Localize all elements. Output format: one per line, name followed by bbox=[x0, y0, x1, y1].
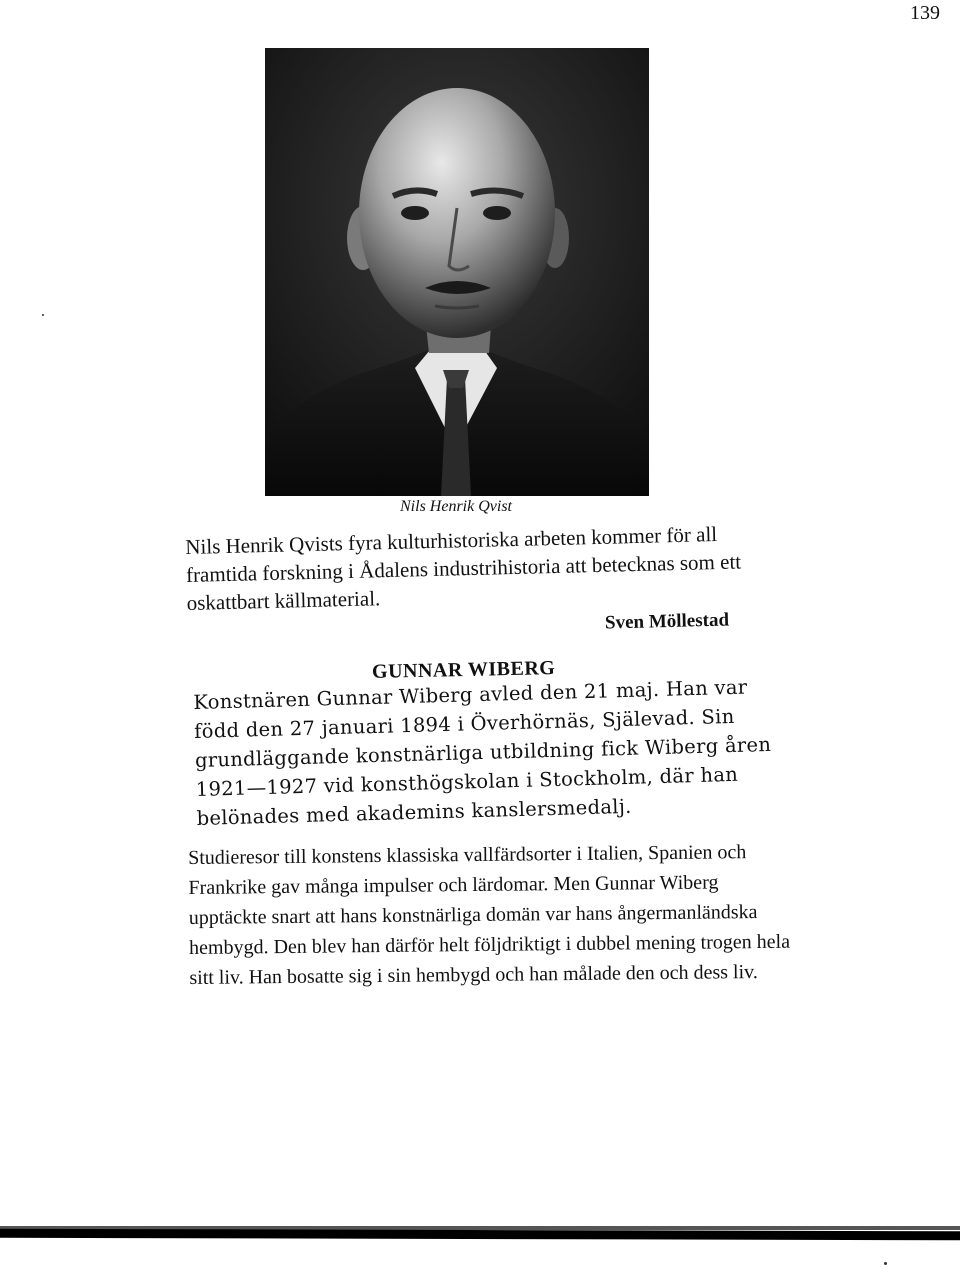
scan-speck bbox=[884, 1262, 887, 1265]
scan-speck bbox=[42, 314, 44, 316]
page-number: 139 bbox=[910, 2, 940, 24]
travel-paragraph: Studieresor till konstens klassiska vallfärdsorter i Italien, Spanien och Frankrike gav många impulser och lärdomar. Men Gunnar Wiberg upptäckte snart att hans konstnärliga domän var hans ångermanländska hembygd. Den blev han därför helt följdriktigt i dubbel mening trogen hela sitt liv. Han bosatte sig i sin hembygd och han målade den och dess liv. bbox=[188, 841, 791, 989]
biography-paragraph: Konstnären Gunnar Wiberg avled den 21 maj. Han var född den 27 januari 1894 i Överhörnäs, Själevad. Sin grundläggande konstnärliga utbildning fick Wiberg åren 1921—1927 vid konsthögskolan i Stockholm, där han belönades med akademins kanslersmedalj. bbox=[193, 675, 772, 830]
section-heading: GUNNAR WIBERG bbox=[371, 657, 556, 683]
photo-caption: Nils Henrik Qvist bbox=[400, 498, 512, 515]
intro-paragraph: Nils Henrik Qvists fyra kulturhistoriska arbeten kommer för all framtida forskning i Ådalens industrihistoria att betecknas som ett oskattbart källmaterial. bbox=[185, 522, 742, 615]
author-signature: Sven Möllestad bbox=[604, 609, 730, 634]
scan-edge-rule bbox=[0, 1229, 960, 1241]
portrait-photo-icon bbox=[265, 48, 649, 496]
portrait-photo bbox=[265, 48, 649, 496]
